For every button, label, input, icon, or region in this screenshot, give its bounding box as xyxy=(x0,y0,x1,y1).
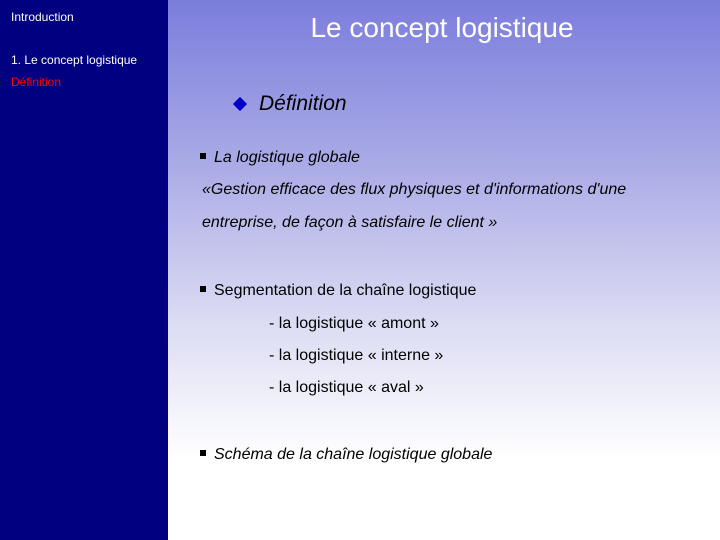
bullet-logistique-globale xyxy=(200,149,360,167)
definition-quote-line-1: «Gestion efficace des flux physiques et d'informations d'une xyxy=(202,181,627,198)
definition-quote-line-2: entreprise, de façon à satisfaire le client » xyxy=(202,214,498,231)
sub-item-aval: - la logistique « aval » xyxy=(269,379,424,396)
sidebar-item-concept-logistique[interactable]: 1. Le concept logistique xyxy=(11,53,138,67)
bullet-label: La logistique globale xyxy=(214,149,360,166)
square-bullet-icon xyxy=(200,450,206,456)
square-bullet-icon xyxy=(200,286,206,292)
subheading-label: Définition xyxy=(259,92,347,115)
slide-title: Le concept logistique xyxy=(310,12,574,43)
diamond-bullet-icon xyxy=(233,97,247,111)
bullet-label: Schéma de la chaîne logistique globale xyxy=(214,446,493,463)
square-bullet-icon xyxy=(200,153,206,159)
sidebar-item-introduction[interactable]: Introduction xyxy=(11,10,74,24)
bullet-schema xyxy=(200,446,492,464)
sidebar-item-definition[interactable]: Définition xyxy=(11,75,62,89)
bullet-label: Segmentation de la chaîne logistique xyxy=(214,282,477,299)
sub-item-interne: - la logistique « interne » xyxy=(269,347,444,364)
sidebar xyxy=(0,0,168,540)
bullet-segmentation xyxy=(200,282,476,300)
section-subheading xyxy=(232,92,347,116)
sub-item-amont: - la logistique « amont » xyxy=(269,315,439,332)
